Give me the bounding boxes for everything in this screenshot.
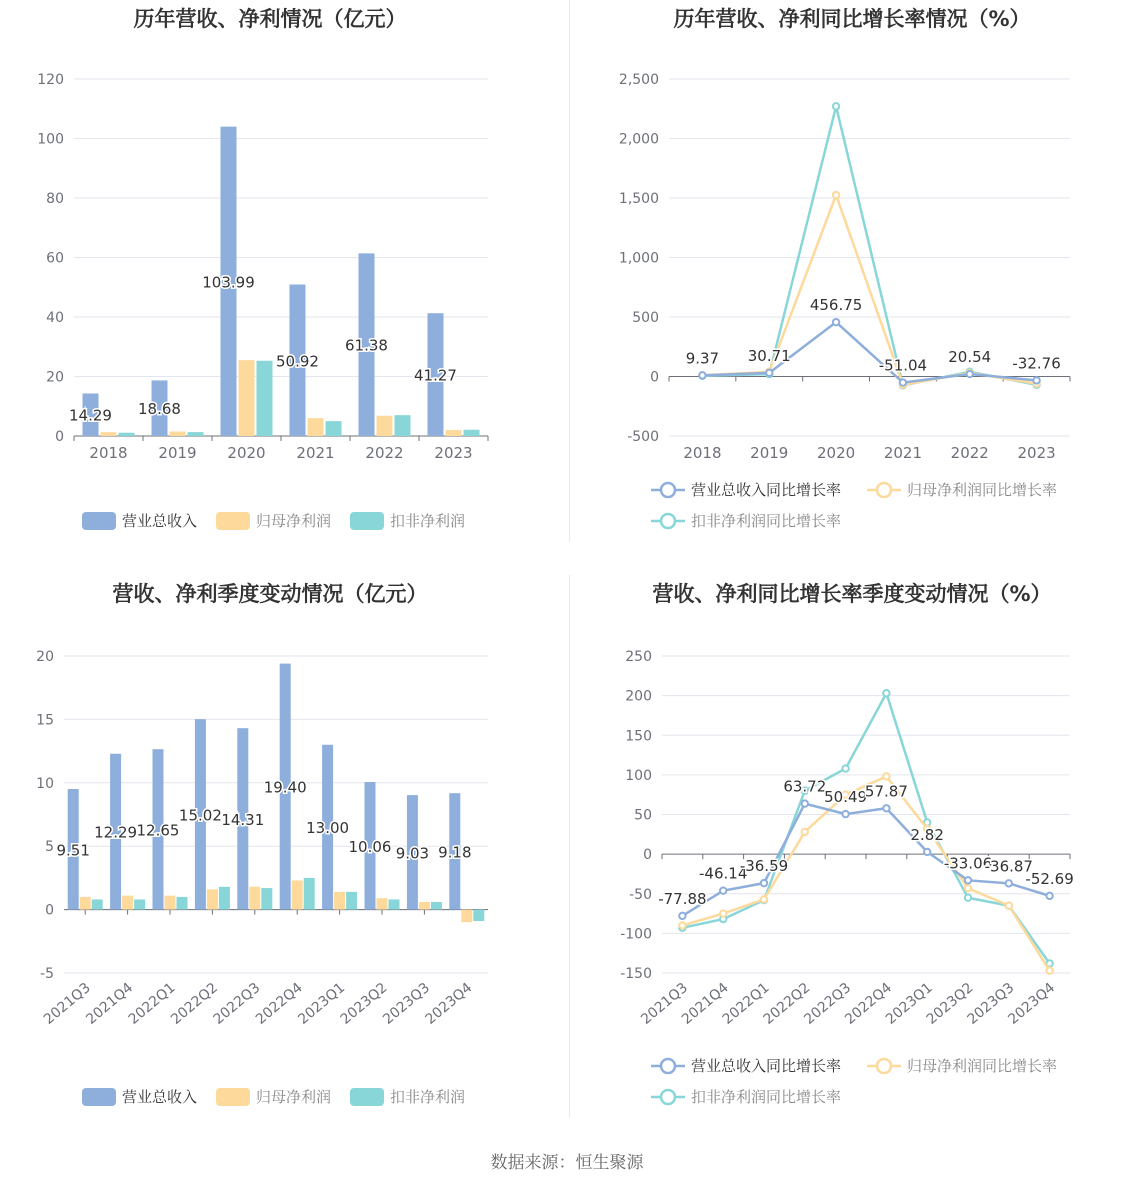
legend-swatch: [82, 512, 116, 530]
x-tick-label: 2020: [816, 444, 856, 462]
data-label: 14.31: [221, 810, 265, 829]
line-point: [833, 192, 839, 198]
data-label: 57.87: [864, 782, 908, 801]
x-tick-label: 2023: [434, 444, 473, 462]
x-tick-label: 2022Q2: [760, 979, 814, 1028]
bar-deducted-profit: [304, 878, 315, 910]
data-label: -32.76: [1012, 354, 1061, 373]
legend-label: 扣非净利润同比增长率: [691, 512, 842, 530]
bar-net-profit: [101, 432, 117, 436]
y-tick-label: 20: [46, 369, 64, 386]
line-point: [883, 773, 889, 779]
bar-net-profit: [165, 896, 176, 910]
chart-svg-1: [567, 0, 1134, 575]
legend-swatch: [350, 1088, 384, 1106]
bar-net-profit: [419, 902, 430, 910]
bar-deducted-profit: [177, 897, 188, 910]
legend-swatch: [216, 1088, 250, 1106]
line-point: [965, 895, 971, 901]
x-tick-label: 2019: [158, 444, 197, 462]
line-point: [833, 319, 839, 325]
line-point: [802, 800, 808, 806]
legend-swatch-marker: [877, 483, 891, 497]
bar-deducted-profit: [326, 421, 342, 436]
x-tick-label: 2023Q1: [882, 979, 936, 1028]
y-tick-label: 1,000: [618, 250, 659, 267]
x-tick-label: 2022Q4: [252, 979, 306, 1028]
line-point: [720, 887, 726, 893]
chart-panel-annual-bar: [0, 0, 567, 575]
line-point: [802, 829, 808, 835]
data-label: -51.04: [878, 356, 928, 375]
data-label: 9.03: [395, 844, 430, 863]
legend-label: 营业总收入同比增长率: [691, 1057, 842, 1075]
y-tick-label: 5: [45, 839, 54, 856]
x-tick-label: 2020: [227, 444, 266, 462]
line-point: [924, 849, 930, 855]
data-label: 63.72: [783, 777, 827, 796]
data-label: 18.68: [138, 400, 181, 419]
data-label: 9.18: [438, 843, 472, 862]
x-tick-label: 2019: [750, 444, 789, 462]
bar-net-profit: [207, 889, 218, 909]
line-point: [1006, 880, 1012, 886]
y-tick-label: 500: [632, 310, 659, 326]
y-tick-label: -100: [620, 926, 652, 943]
line-point: [1046, 893, 1052, 899]
legend-label: 归母净利润同比增长率: [907, 1057, 1058, 1075]
chart-title: 历年营收、净利同比增长率情况（%）: [673, 7, 1031, 31]
x-tick-label: 2023Q2: [923, 979, 977, 1028]
x-tick-label: 2021Q4: [83, 979, 137, 1028]
y-tick-label: 10: [36, 775, 54, 792]
legend-label: 营业总收入同比增长率: [691, 481, 842, 499]
x-tick-label: 2023: [1017, 444, 1056, 462]
bar-deducted-profit: [257, 361, 273, 436]
line-point: [761, 896, 767, 902]
bar-net-profit: [308, 418, 324, 436]
bar-deducted-profit: [119, 433, 135, 436]
data-label: 41.27: [414, 366, 457, 385]
data-label: 50.49: [824, 788, 868, 807]
data-label: 30.71: [747, 346, 791, 365]
bar-net-profit: [377, 416, 393, 436]
x-tick-label: 2021: [296, 444, 335, 462]
data-label: 12.65: [136, 821, 180, 840]
x-tick-label: 2022Q2: [168, 979, 221, 1028]
x-tick-label: 2022: [950, 444, 989, 462]
y-tick-label: 1,500: [618, 191, 659, 207]
legend-swatch-marker: [877, 1059, 891, 1073]
legend-swatch: [216, 512, 250, 530]
line-point: [842, 811, 848, 817]
legend-swatch-marker: [661, 1090, 675, 1104]
bar-net-profit: [80, 897, 91, 910]
y-tick-label: 250: [625, 649, 652, 665]
x-tick-label: 2021: [883, 444, 923, 462]
y-tick-label: 100: [625, 767, 652, 784]
x-tick-label: 2023Q3: [380, 979, 433, 1028]
bar-deducted-profit: [389, 899, 400, 909]
x-tick-label: 2023Q4: [422, 979, 476, 1028]
line-point: [1033, 377, 1039, 383]
bar-deducted-profit: [464, 430, 480, 436]
y-tick-label: 50: [634, 807, 652, 824]
data-label: 9.51: [56, 841, 90, 860]
y-tick-label: 120: [37, 72, 64, 88]
legend-label: 营业总收入: [122, 512, 198, 530]
legend-swatch-marker: [661, 514, 675, 528]
legend-label: 归母净利润: [256, 512, 332, 530]
legend-label: 归母净利润同比增长率: [907, 481, 1058, 499]
y-tick-label: -150: [620, 966, 652, 982]
data-label: -36.59: [739, 857, 789, 876]
x-tick-label: 2022Q3: [210, 979, 264, 1028]
legend-swatch: [82, 1088, 116, 1106]
vertical-divider-bottom: [569, 575, 570, 1117]
data-label: 12.29: [94, 823, 138, 842]
y-tick-label: 15: [36, 712, 54, 729]
x-tick-label: 2018: [683, 444, 722, 462]
chart-svg-0: [0, 0, 567, 575]
legend-label: 归母净利润: [256, 1088, 332, 1106]
line-point: [900, 379, 906, 385]
legend-swatch-marker: [661, 483, 675, 497]
bar-deducted-profit: [346, 892, 357, 910]
bar-net-profit: [334, 892, 345, 910]
y-tick-label: 0: [650, 369, 659, 386]
chart-title: 历年营收、净利情况（亿元）: [133, 7, 407, 31]
line-point: [883, 690, 889, 696]
x-tick-label: 2023Q1: [295, 979, 349, 1028]
legend-label: 扣非净利润: [390, 1088, 466, 1106]
y-tick-label: 20: [36, 649, 54, 665]
line-point: [766, 370, 772, 376]
line-point: [679, 913, 685, 919]
line-point: [967, 371, 973, 377]
y-tick-label: 0: [55, 429, 64, 445]
x-tick-label: 2022Q4: [842, 979, 895, 1028]
x-tick-label: 2023Q3: [964, 979, 1018, 1028]
bar-net-profit: [122, 896, 133, 910]
x-tick-label: 2023Q2: [337, 979, 391, 1028]
y-tick-label: 2,000: [618, 131, 659, 148]
y-tick-label: 60: [46, 250, 64, 267]
bar-deducted-profit: [395, 415, 411, 436]
data-label: -46.14: [699, 864, 748, 883]
y-tick-label: 150: [625, 728, 652, 745]
y-tick-label: 100: [37, 131, 64, 148]
chart-title: 营收、净利季度变动情况（亿元）: [112, 582, 428, 606]
x-tick-label: 2021Q4: [678, 979, 732, 1028]
line-point: [883, 805, 889, 811]
bar-net-profit: [249, 887, 260, 910]
line-deducted-profit-growth: [682, 693, 1049, 963]
data-label: 61.38: [345, 336, 388, 355]
line-point: [761, 880, 767, 886]
chart-svg-2: [0, 575, 567, 1150]
x-tick-label: 2018: [89, 444, 128, 462]
data-label: 19.40: [263, 778, 307, 797]
x-tick-label: 2021Q3: [40, 979, 94, 1028]
bar-net-profit: [239, 360, 255, 436]
x-tick-label: 2022Q3: [801, 979, 855, 1028]
line-point: [679, 922, 685, 928]
data-label: 15.02: [178, 806, 222, 825]
bar-net-profit: [170, 432, 186, 436]
line-point: [842, 765, 848, 771]
data-label: -33.06: [943, 854, 993, 873]
x-tick-label: 2022: [365, 444, 404, 462]
data-label: 456.75: [809, 296, 863, 315]
data-label: -36.87: [984, 857, 1033, 876]
data-label: -52.69: [1025, 869, 1074, 888]
line-point: [699, 372, 705, 378]
y-tick-label: 0: [45, 902, 54, 919]
data-label: 10.06: [348, 837, 392, 856]
y-tick-label: -500: [627, 429, 659, 445]
data-label: 103.99: [202, 273, 255, 292]
data-label: 14.29: [69, 406, 112, 425]
line-point: [965, 885, 971, 891]
x-tick-label: 2022Q1: [125, 979, 179, 1028]
bar-deducted-profit: [431, 902, 442, 910]
bar-net-profit: [292, 880, 303, 909]
data-label: 20.54: [948, 348, 992, 367]
line-deducted-profit-growth: [702, 106, 1036, 385]
chart-panel-quarterly-bar: [0, 575, 567, 1150]
y-tick-label: -50: [629, 886, 652, 903]
bar-net-profit: [446, 430, 462, 436]
bar-deducted-profit: [219, 887, 230, 910]
line-point: [1006, 902, 1012, 908]
bar-deducted-profit: [92, 899, 103, 909]
bar-deducted-profit: [134, 899, 145, 909]
legend-label: 扣非净利润同比增长率: [691, 1088, 842, 1106]
chart-svg-3: [567, 575, 1134, 1150]
data-source-footer: 数据来源：恒生聚源: [490, 1153, 644, 1173]
bar-deducted-profit: [473, 910, 484, 921]
y-tick-label: 0: [643, 847, 652, 864]
y-tick-label: 80: [46, 191, 64, 207]
data-label: 2.82: [910, 825, 944, 844]
data-label: 9.37: [685, 349, 720, 368]
y-tick-label: 40: [46, 310, 64, 326]
x-tick-label: 2021Q3: [638, 979, 691, 1028]
bar-net-profit: [461, 910, 472, 923]
line-point: [1046, 967, 1052, 973]
y-tick-label: 200: [625, 688, 652, 705]
line-point: [965, 877, 971, 883]
bar-deducted-profit: [188, 432, 204, 436]
legend-swatch-marker: [661, 1059, 675, 1073]
chart-panel-annual-growth-line: [567, 0, 1134, 575]
bar-net-profit: [377, 898, 388, 909]
data-label: 13.00: [306, 819, 350, 838]
y-tick-label: -5: [40, 966, 54, 982]
data-label: 50.92: [276, 352, 319, 371]
x-tick-label: 2022Q1: [719, 979, 773, 1028]
line-point: [833, 103, 839, 109]
chart-panel-quarterly-growth-line: [567, 575, 1134, 1150]
line-point: [720, 910, 726, 916]
legend-label: 扣非净利润: [390, 512, 466, 530]
legend-label: 营业总收入: [122, 1088, 198, 1106]
data-label: -77.88: [658, 889, 707, 908]
x-tick-label: 2023Q4: [1005, 979, 1059, 1028]
chart-title: 营收、净利同比增长率季度变动情况（%）: [652, 582, 1052, 606]
legend-swatch: [350, 512, 384, 530]
vertical-divider-top: [569, 0, 570, 542]
bar-deducted-profit: [261, 888, 272, 910]
y-tick-label: 2,500: [618, 72, 659, 88]
